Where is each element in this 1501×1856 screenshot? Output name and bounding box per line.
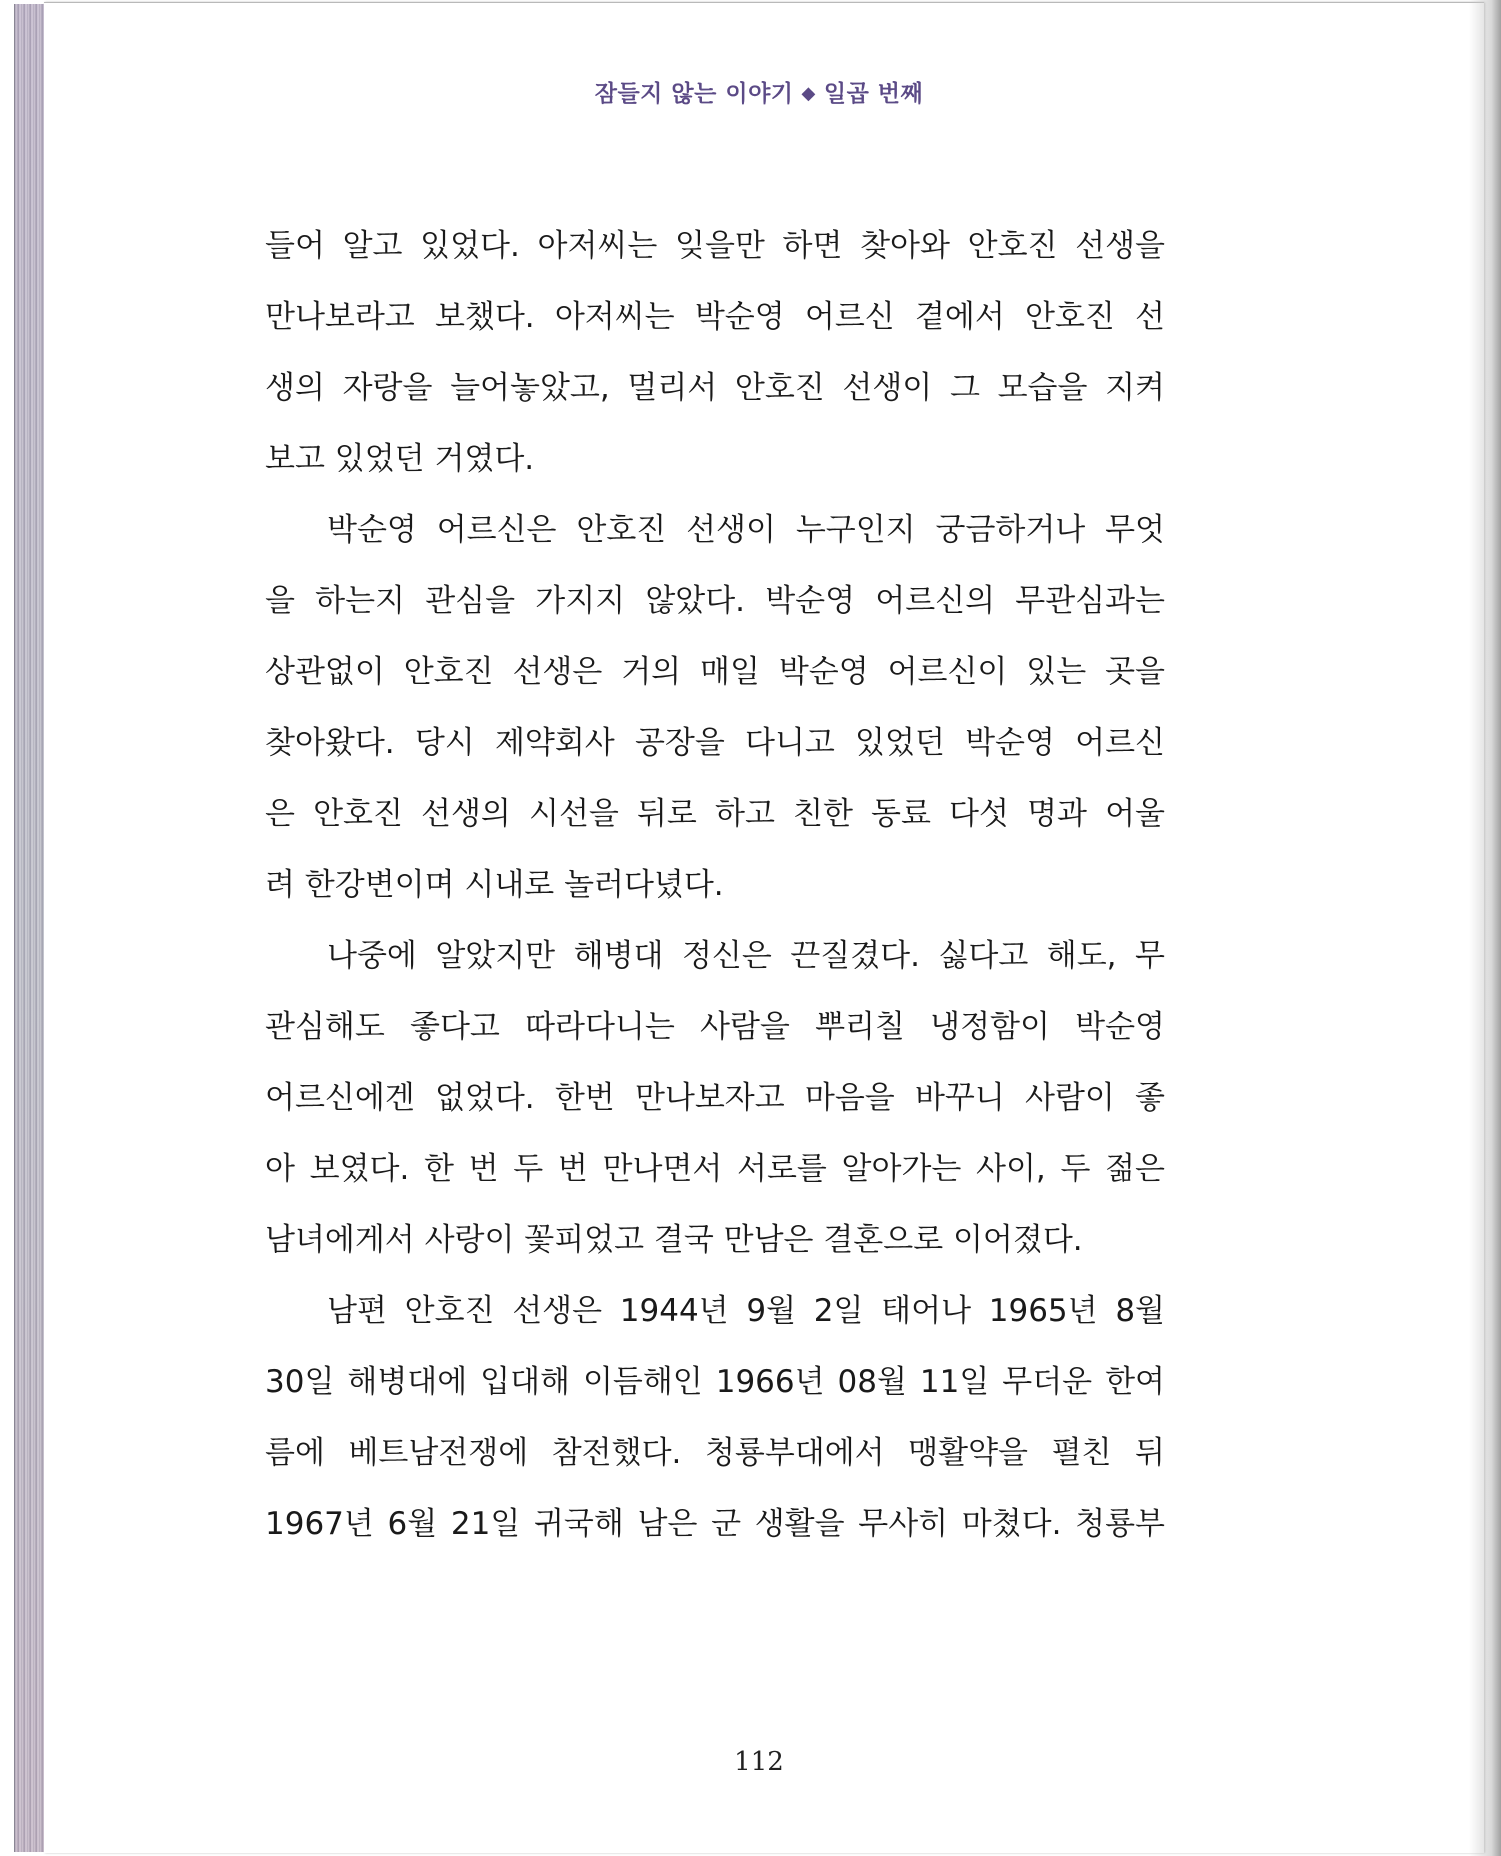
text-line: 상관없이 안호진 선생은 거의 매일 박순영 어르신이 있는 곳을: [265, 654, 1165, 690]
book-title: 잠들지 않는 이야기: [594, 80, 794, 107]
text-line: 나중에 알았지만 해병대 정신은 끈질겼다. 싫다고 해도, 무: [327, 938, 1165, 974]
text-line: 생의 자랑을 늘어놓았고, 멀리서 안호진 선생이 그 모습을 지켜: [265, 370, 1165, 406]
text-line: 어르신에겐 없었다. 한번 만나보자고 마음을 바꾸니 사람이 좋: [265, 1080, 1165, 1116]
body-text: [265, 211, 1165, 1560]
diamond-separator-icon: ◆: [801, 83, 816, 104]
text-line: 은 안호진 선생의 시선을 뒤로 하고 친한 동료 다섯 명과 어울: [265, 796, 1165, 832]
text-line: 보고 있었던 거였다.: [265, 441, 535, 477]
volume-label: 일곱 번째: [823, 80, 924, 107]
text-line: 1967년 6월 21일 귀국해 남은 군 생활을 무사히 마쳤다. 청룡부: [265, 1506, 1165, 1542]
page-shadow: [1469, 0, 1501, 1856]
text-line: 려 한강변이며 시내로 놀러다녔다.: [265, 867, 724, 903]
text-line: 아 보였다. 한 번 두 번 만나면서 서로를 알아가는 사이, 두 젊은: [265, 1151, 1165, 1187]
text-line: 만나보라고 보챘다. 아저씨는 박순영 어르신 곁에서 안호진 선: [265, 299, 1165, 335]
book-page-edges: [14, 4, 47, 1852]
text-line: 관심해도 좋다고 따라다니는 사람을 뿌리칠 냉정함이 박순영: [265, 1009, 1165, 1045]
text-line: 30일 해병대에 입대해 이듬해인 1966년 08월 11일 무더운 한여: [265, 1364, 1165, 1400]
text-line: 찾아왔다. 당시 제약회사 공장을 다니고 있었던 박순영 어르신: [265, 725, 1165, 761]
text-line: 남녀에게서 사랑이 꽃피었고 결국 만남은 결혼으로 이어졌다.: [265, 1222, 1083, 1258]
text-line: 름에 베트남전쟁에 참전했다. 청룡부대에서 맹활약을 펼친 뒤: [265, 1435, 1165, 1471]
running-header: [44, 75, 1474, 108]
text-line: 들어 알고 있었다. 아저씨는 잊을만 하면 찾아와 안호진 선생을: [265, 228, 1165, 264]
text-line: 남편 안호진 선생은 1944년 9월 2일 태어나 1965년 8월: [327, 1293, 1165, 1329]
text-line: 을 하는지 관심을 가지지 않았다. 박순영 어르신의 무관심과는: [265, 583, 1165, 619]
book-page: [44, 2, 1484, 1853]
text-line: 박순영 어르신은 안호진 선생이 누구인지 궁금하거나 무엇: [327, 512, 1165, 548]
page-number: 112: [734, 1747, 784, 1777]
